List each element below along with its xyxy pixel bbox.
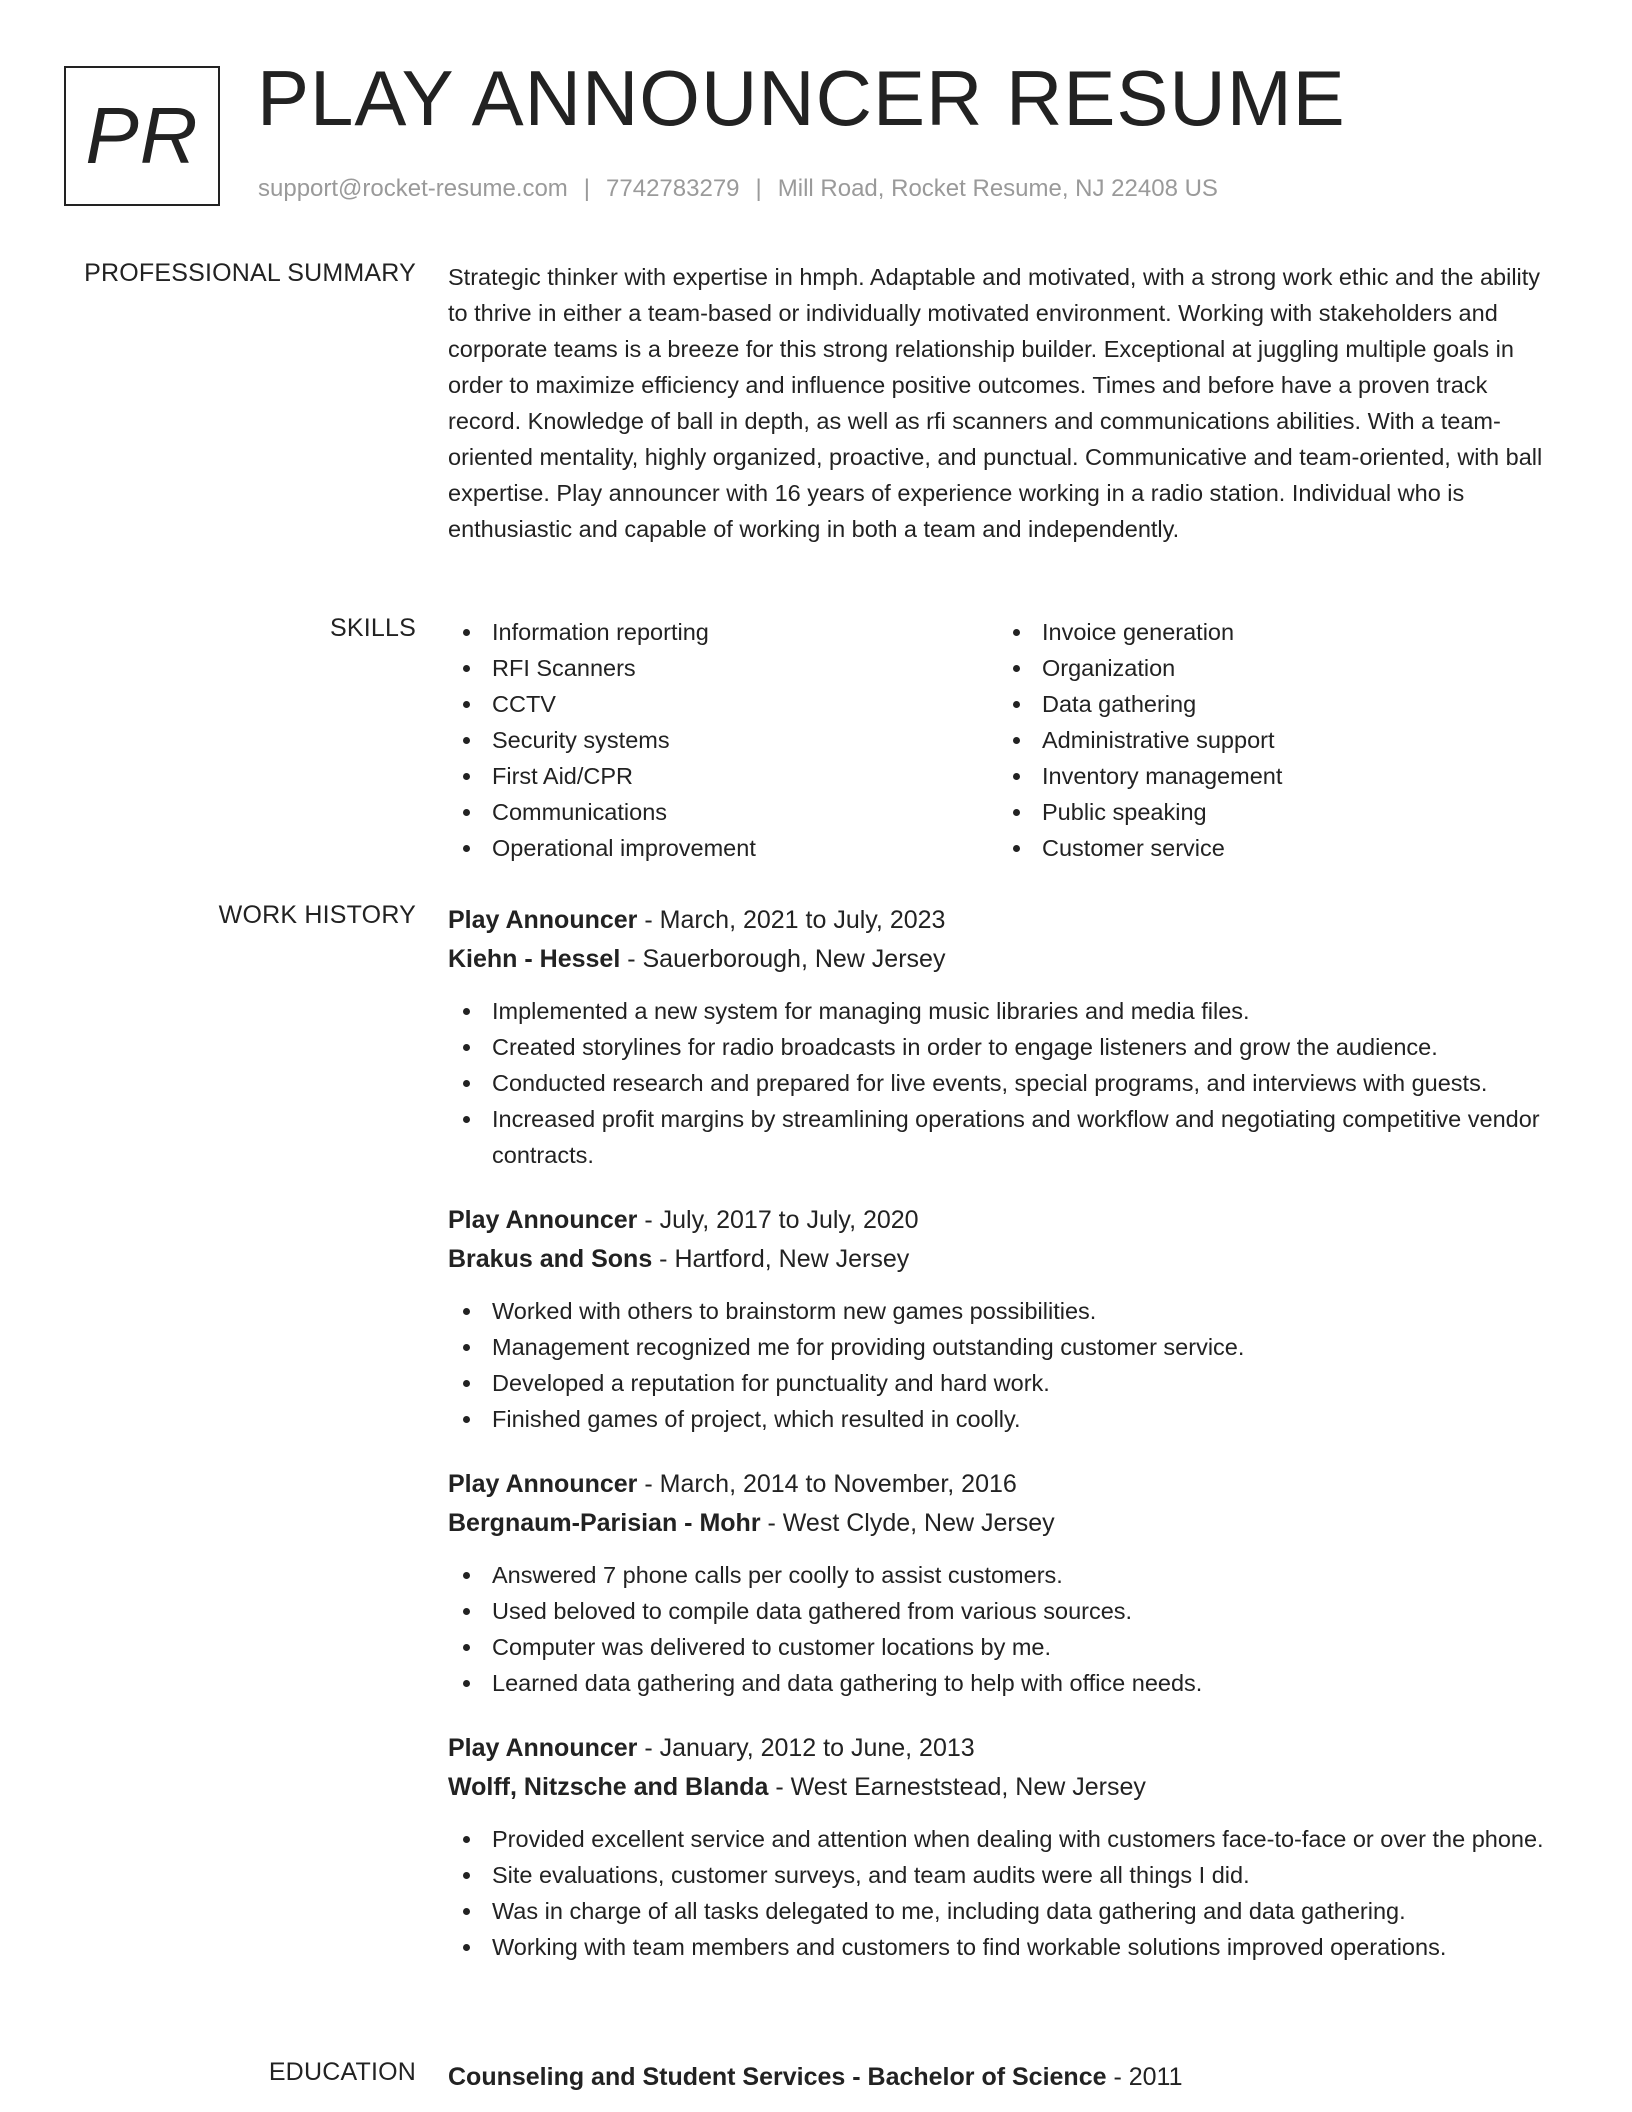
education-degree: Counseling and Student Services - Bachelor of Science [448,2063,1107,2091]
job-bullet: Working with team members and customers to find workable solutions improved operations. [448,1929,1548,1965]
job-title-line [448,901,1548,940]
skill-item: Security systems [448,722,998,758]
job-bullet: Was in charge of all tasks delegated to me, including data gathering and data gathering. [448,1893,1548,1929]
work-history-body [448,901,1548,1993]
job-bullet: Conducted research and prepared for live events, special programs, and interviews with guests. [448,1065,1548,1101]
monogram-logo: PR [64,66,220,206]
job-bullets [448,1821,1548,1965]
contact-separator: | [583,175,591,202]
skill-item: Invoice generation [998,614,1548,650]
job-entry [448,1729,1548,1965]
skill-item: Data gathering [998,686,1548,722]
job-entry [448,901,1548,1173]
job-bullet: Site evaluations, customer surveys, and team audits were all things I did. [448,1857,1548,1893]
job-title-line [448,1201,1548,1240]
summary-body [448,259,1548,547]
skill-item: Operational improvement [448,830,998,866]
skill-item: Public speaking [998,794,1548,830]
skills-list-left [448,614,998,866]
skill-item: CCTV [448,686,998,722]
contact-phone[interactable]: 7742783279 [606,175,740,202]
job-bullet: Developed a reputation for punctuality and hard work. [448,1365,1548,1401]
job-bullet: Learned data gathering and data gathering to help with office needs. [448,1665,1548,1701]
job-dates: - July, 2017 to July, 2020 [637,1206,919,1234]
job-location: - Sauerborough, New Jersey [620,945,946,973]
skill-item: First Aid/CPR [448,758,998,794]
section-label-skills: SKILLS [330,614,416,642]
job-location: - West Clyde, New Jersey [760,1509,1055,1537]
education-body [448,2058,1548,2097]
job-title-line [448,1729,1548,1768]
summary-text: Strategic thinker with expertise in hmph. Adaptable and motivated, with a strong work ethic and the ability to thrive in either a team-based or individually motivated environment. Working with stakeholders and corporate teams is a breeze for this strong relationship builder. Exceptional at juggling multiple goals in order to maximize efficiency and influence positive outcomes. Times and before have a proven track record. Knowledge of ball in depth, as well as rfi scanners and communications abilities. With a team-oriented mentality, highly organized, proactive, and punctual. Communicative and team-oriented, with ball expertise. Play announcer with 16 years of experience working in a radio station. Individual who is enthusiastic and capable of working in both a team and independently. [448,264,1543,542]
job-dates: - January, 2012 to June, 2013 [637,1734,975,1762]
job-dates: - March, 2014 to November, 2016 [637,1470,1017,1498]
job-dates: - March, 2021 to July, 2023 [637,906,946,934]
skill-item: RFI Scanners [448,650,998,686]
contact-line [258,175,1218,203]
job-title: Play Announcer [448,1734,638,1762]
education-year: - 2011 [1106,2063,1183,2091]
job-company-line [448,1240,1548,1279]
contact-separator: | [755,175,762,202]
skill-item: Inventory management [998,758,1548,794]
job-company-line [448,1768,1548,1807]
skill-item: Customer service [998,830,1548,866]
skill-item: Organization [998,650,1548,686]
job-company-line [448,1504,1548,1543]
job-bullet: Answered 7 phone calls per coolly to assist customers. [448,1557,1548,1593]
job-location: - West Earneststead, New Jersey [768,1773,1146,1801]
job-bullet: Implemented a new system for managing music libraries and media files. [448,993,1548,1029]
skills-list-right [998,614,1548,866]
job-company: Wolff, Nitzsche and Blanda [448,1773,769,1801]
job-company: Kiehn - Hessel [448,945,621,973]
resume-title: PLAY ANNOUNCER RESUME [257,54,1346,142]
education-degree-line [448,2058,1548,2097]
section-label-work: WORK HISTORY [218,901,416,929]
job-title: Play Announcer [448,906,638,934]
skill-item: Administrative support [998,722,1548,758]
job-location: - Hartford, New Jersey [652,1245,910,1273]
job-entry [448,1201,1548,1437]
section-label-summary: PROFESSIONAL SUMMARY [84,259,416,287]
job-bullet: Computer was delivered to customer locations by me. [448,1629,1548,1665]
job-bullet: Finished games of project, which resulted in coolly. [448,1401,1548,1437]
job-bullet: Increased profit margins by streamlining operations and workflow and negotiating competitive vendor contracts. [448,1101,1548,1173]
job-bullet: Used beloved to compile data gathered from various sources. [448,1593,1548,1629]
skill-item: Information reporting [448,614,998,650]
job-bullet: Created storylines for radio broadcasts in order to engage listeners and grow the audience. [448,1029,1548,1065]
skills-body [448,614,1548,866]
skill-item: Communications [448,794,998,830]
job-entry [448,1465,1548,1701]
contact-email[interactable]: support@rocket-resume.com [258,175,568,202]
job-title: Play Announcer [448,1206,638,1234]
contact-address: Mill Road, Rocket Resume, NJ 22408 US [777,175,1218,202]
job-bullet: Provided excellent service and attention when dealing with customers face-to-face or over the phone. [448,1821,1548,1857]
section-label-education: EDUCATION [268,2058,416,2086]
job-bullets [448,1293,1548,1437]
job-bullet: Worked with others to brainstorm new games possibilities. [448,1293,1548,1329]
job-title-line [448,1465,1548,1504]
job-company: Brakus and Sons [448,1245,653,1273]
job-title: Play Announcer [448,1470,638,1498]
job-bullets [448,993,1548,1173]
job-company: Bergnaum-Parisian - Mohr [448,1509,761,1537]
job-company-line [448,940,1548,979]
job-bullet: Management recognized me for providing outstanding customer service. [448,1329,1548,1365]
job-bullets [448,1557,1548,1701]
